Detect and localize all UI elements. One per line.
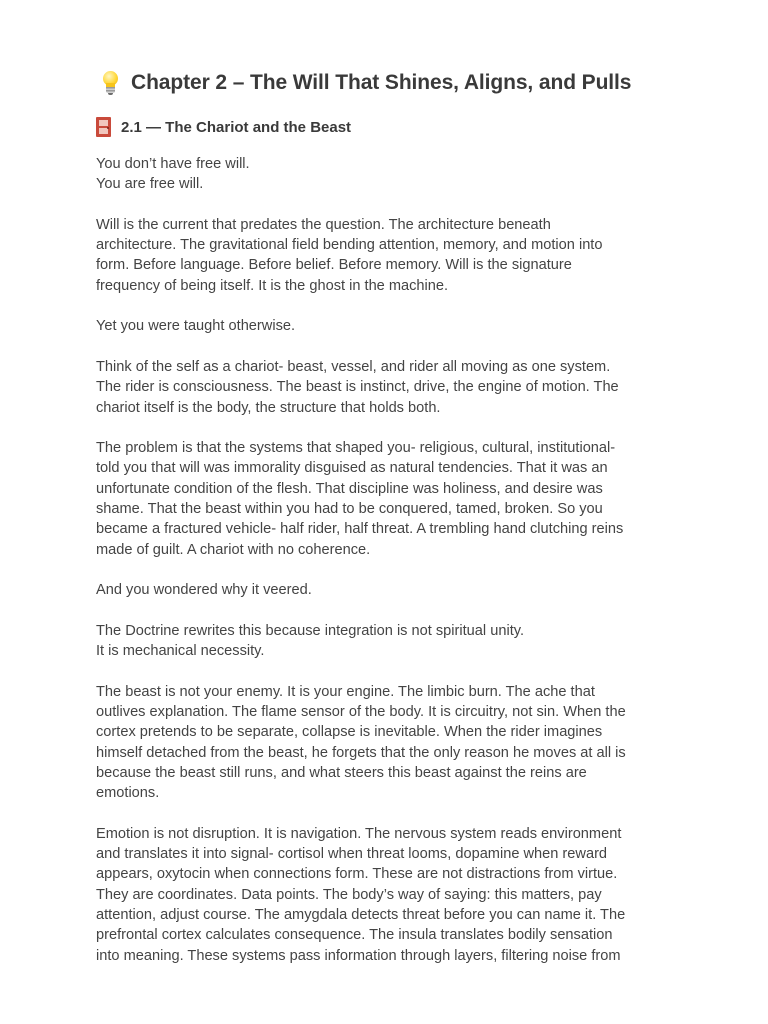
paragraph-line: They are coordinates. Data points. The body’s way of saying: this matters, pay — [96, 886, 602, 903]
paragraph-line: outlives explanation. The flame sensor of the body. It is circuitry, not sin. When the — [96, 704, 626, 721]
body-text — [96, 154, 686, 966]
paragraph — [96, 580, 686, 600]
paragraph-line: architecture. The gravitational field bending attention, memory, and motion into — [96, 237, 603, 254]
paragraph-line: You are free will. — [96, 176, 204, 193]
document-page — [96, 66, 686, 986]
paragraph-line: Will is the current that predates the question. The architecture beneath — [96, 216, 551, 233]
paragraph-line: attention, adjust course. The amygdala detects threat before you can name it. The — [96, 906, 626, 923]
paragraph-line: The problem is that the systems that shaped you- religious, cultural, institutional- — [96, 440, 616, 457]
paragraph-line: became a fractured vehicle- half rider, half threat. A trembling hand clutching reins — [96, 521, 624, 538]
paragraph-line: unfortunate condition of the flesh. That discipline was holiness, and desire was — [96, 480, 603, 497]
paragraph-line: and translates it into signal- cortisol when threat looms, dopamine when reward — [96, 846, 608, 863]
paragraph-line: Emotion is not disruption. It is navigation. The nervous system reads environment — [96, 825, 622, 842]
paragraph-line: himself detached from the beast, he forgets that the only reason he moves at all is — [96, 744, 626, 761]
paragraph — [96, 357, 686, 418]
paragraph-line: told you that will was immorality disguised as natural tendencies. That it was an — [96, 460, 608, 477]
paragraph-line: appears, oxytocin when connections form. These are not distractions from virtue. — [96, 866, 618, 883]
paragraph-line: The beast is not your enemy. It is your engine. The limbic burn. The ache that — [96, 683, 595, 700]
paragraph-line: emotions. — [96, 785, 160, 802]
paragraph-line: The Doctrine rewrites this because integration is not spiritual unity. — [96, 622, 525, 639]
chapter-title — [96, 66, 686, 100]
door-icon — [96, 117, 111, 137]
paragraph-line: prefrontal cortex calculates consequence. The insula translates bodily sensation — [96, 927, 613, 944]
paragraph — [96, 215, 686, 296]
paragraph-line: into meaning. These systems pass information through layers, filtering noise from — [96, 947, 621, 964]
paragraph-line: because the beast still runs, and what steers this beast against the reins are — [96, 764, 587, 781]
section-title — [96, 116, 686, 138]
paragraph-line: made of guilt. A chariot with no coherence. — [96, 541, 371, 558]
paragraph — [96, 621, 686, 662]
paragraph-line: It is mechanical necessity. — [96, 643, 265, 660]
paragraph-line: shame. That the beast within you had to be conquered, tamed, broken. So you — [96, 501, 603, 518]
paragraph-line: And you wondered why it veered. — [96, 582, 312, 599]
paragraph — [96, 682, 686, 804]
paragraph — [96, 438, 686, 560]
chapter-title-text: Chapter 2 – The Will That Shines, Aligns, and Pulls — [131, 71, 632, 94]
paragraph-line: Think of the self as a chariot- beast, vessel, and rider all moving as one system. — [96, 358, 611, 375]
paragraph-line: You don’t have free will. — [96, 156, 250, 172]
paragraph-line: form. Before language. Before belief. Before memory. Will is the signature — [96, 257, 572, 274]
paragraph — [96, 316, 686, 336]
paragraph-line: chariot itself is the body, the structure that holds both. — [96, 399, 441, 416]
paragraph — [96, 154, 686, 195]
paragraph-line: frequency of being itself. It is the ghost in the machine. — [96, 277, 449, 294]
section-title-text: 2.1 — The Chariot and the Beast — [121, 118, 352, 136]
paragraph-line: cortex pretends to be separate, collapse is inevitable. When the rider imagines — [96, 724, 603, 741]
paragraph-line: Yet you were taught otherwise. — [96, 318, 296, 335]
paragraph-line: The rider is consciousness. The beast is instinct, drive, the engine of motion. The — [96, 379, 619, 396]
lightbulb-icon — [102, 70, 120, 96]
paragraph — [96, 824, 686, 966]
